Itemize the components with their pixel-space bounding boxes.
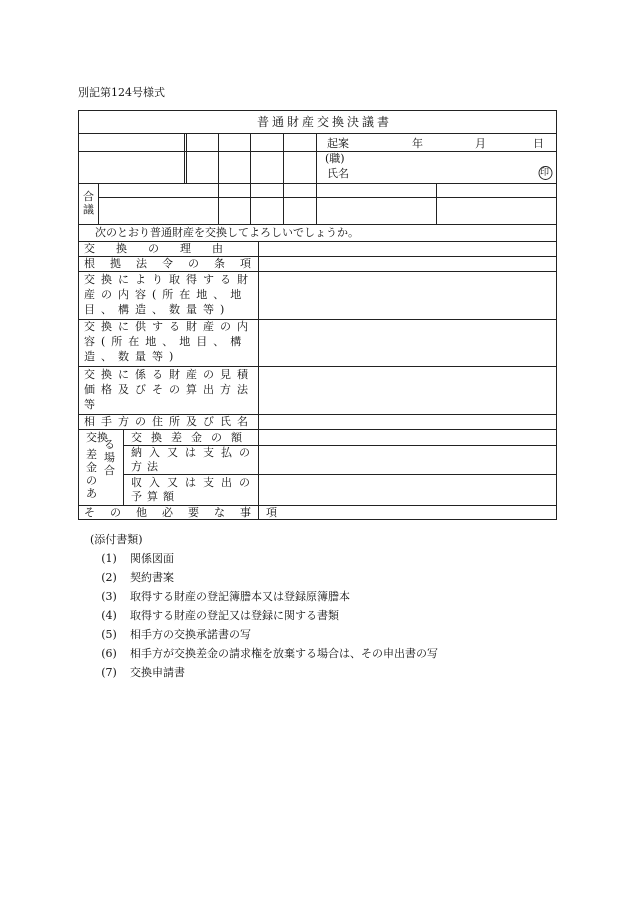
diff-group-col-a: 差金 (86, 448, 97, 474)
estimate-label-line3: 等 (84, 398, 100, 411)
budget-label-line2: 予算額 (131, 490, 179, 503)
attachment-item (90, 587, 438, 606)
attachment-number: (2) (101, 571, 117, 584)
attachment-item (90, 663, 438, 682)
attachment-number: (1) (101, 552, 117, 565)
shimei-label: 氏名 (327, 167, 349, 180)
other-label: その他必要な事項 (84, 506, 292, 519)
party-label: 相手方の住所及び氏名 (84, 415, 254, 428)
law-label: 根拠法令の条項 (84, 257, 266, 270)
shoku-label: (職) (325, 152, 345, 165)
diff-group-col-c: る場 (104, 438, 115, 464)
year-label: 年 (412, 137, 423, 150)
attachment-number: (7) (101, 666, 117, 679)
month-label: 月 (475, 137, 486, 150)
acquire-label-line3: 目、構造、数量等) (84, 303, 231, 316)
attachment-text: 交換申請書 (130, 666, 185, 679)
attachment-text: 取得する財産の登記又は登録に関する書類 (130, 609, 339, 622)
attachment-text: 関係図面 (130, 552, 174, 565)
pay-method-label-line1: 納入又は支払の (131, 446, 257, 459)
acquire-label-line2: 産の内容(所在地、地 (84, 288, 248, 301)
acquire-label-line1: 交換により取得する財 (84, 273, 254, 286)
question-text: 次のとおり普通財産を交換してよろしいでしょうか。 (95, 226, 359, 239)
attachment-text: 取得する財産の登記簿謄本又は登録原簿謄本 (130, 590, 350, 603)
offer-label-line2: 容(所在地、地目、構 (84, 335, 248, 348)
estimate-label-line1: 交換に係る財産の見積 (84, 368, 254, 381)
diff-group-col-d: 合 (104, 464, 115, 477)
attachment-item (90, 625, 438, 644)
diff-group-col-b: のあ (86, 474, 97, 500)
estimate-label-line2: 価格及びその算出方法 (84, 383, 254, 396)
offer-label-line3: 造、数量等) (84, 350, 180, 363)
offer-label-line1: 交換に供する財産の内 (84, 320, 254, 333)
reason-label: 交換の理由 (84, 242, 244, 255)
kian-label: 起案 (327, 137, 349, 150)
attachment-text: 契約書案 (130, 571, 174, 584)
attachment-number: (5) (101, 628, 117, 641)
attachment-item (90, 549, 438, 568)
pay-method-label-line2: 方法 (131, 460, 163, 473)
attachment-number: (4) (101, 609, 117, 622)
diff-group-word-1: 交換 (86, 431, 108, 444)
day-label: 日 (533, 137, 544, 150)
attachment-item (90, 568, 438, 587)
attachment-text: 相手方の交換承諾書の写 (130, 628, 251, 641)
diff-amount-label: 交換差金の額 (131, 431, 251, 444)
budget-label-line1: 収入又は支出の (131, 476, 257, 489)
form-title: 普通財産交換決議書 (257, 115, 393, 129)
form-id: 別記第124号様式 (78, 86, 165, 99)
attachment-item (90, 644, 438, 663)
attachment-number: (6) (101, 647, 117, 660)
attachment-number: (3) (101, 590, 117, 603)
gougi-label: 合議 (83, 190, 94, 216)
attachments-section (90, 530, 438, 682)
resolution-form-table (78, 110, 557, 520)
attachment-item (90, 606, 438, 625)
seal-glyph: 印 (540, 168, 550, 178)
attachments-heading: (添付書類) (90, 533, 143, 546)
attachment-text: 相手方が交換差金の請求権を放棄する場合は、その申出書の写 (130, 647, 438, 660)
